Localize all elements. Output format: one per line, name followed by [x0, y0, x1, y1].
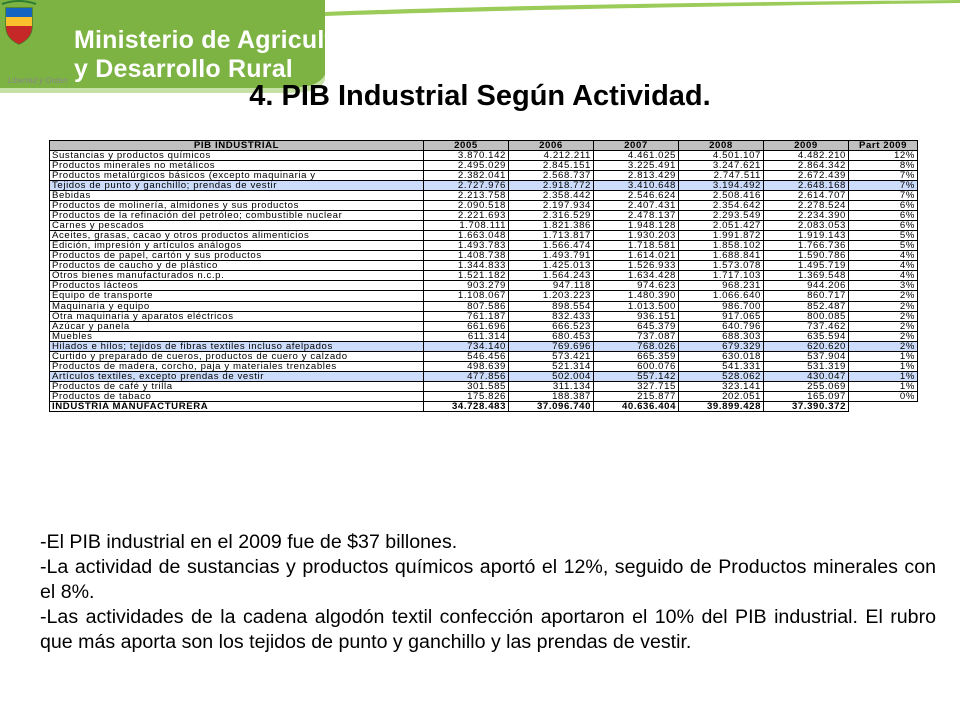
notes-section: [40, 530, 936, 655]
cell-2005: 477.856: [424, 371, 509, 381]
cell-part-2009: 2%: [849, 311, 918, 321]
cell-2009: 255.069: [764, 381, 849, 391]
cell-2007: 936.151: [594, 311, 679, 321]
cell-part-2009: 4%: [849, 261, 918, 271]
cell-2009: 944.206: [764, 281, 849, 291]
cell-activity: Artículos textiles, excepto prendas de vestir: [50, 371, 424, 381]
coat-of-arms-icon: [0, 0, 38, 46]
cell-2008: 2.051.427: [679, 221, 764, 231]
cell-2008: 2.747.511: [679, 171, 764, 181]
cell-part-2009: 7%: [849, 191, 918, 201]
cell-2008: 1.858.102: [679, 241, 764, 251]
cell-2009: 2.083.053: [764, 221, 849, 231]
cell-2007: 1.948.128: [594, 221, 679, 231]
cell-2006: 1.713.817: [509, 231, 594, 241]
cell-2009: 4.482.210: [764, 151, 849, 161]
cell-part-2009: 2%: [849, 291, 918, 301]
table-row: [50, 391, 918, 401]
table-row: [50, 291, 918, 301]
cell-2005: 2.727.976: [424, 181, 509, 191]
cell-2008: 630.018: [679, 351, 764, 361]
cell-activity: Hilados e hilos; tejidos de fibras textiles incluso afelpados: [50, 341, 424, 351]
cell-2008: 679.329: [679, 341, 764, 351]
cell-2007: 327.715: [594, 381, 679, 391]
cell-2006: 521.314: [509, 361, 594, 371]
cell-activity: Sustancias y productos químicos: [50, 151, 424, 161]
cell-part-2009: 2%: [849, 331, 918, 341]
cell-2009: 531.319: [764, 361, 849, 371]
cell-2005: 498.639: [424, 361, 509, 371]
note-textile-chain: -Las actividades de la cadena algodón textil confección aportaron el 10% del PIB industrial. El rubro que más aporta son los tejidos de punto y ganchillo y las prendas de vestir.: [40, 606, 936, 653]
cell-2005: 1.663.048: [424, 231, 509, 241]
cell-activity: Productos de la refinación del petróleo; combustible nuclear: [50, 211, 424, 221]
cell-part-2009: 2%: [849, 341, 918, 351]
cell-2007: 1.614.021: [594, 251, 679, 261]
cell-2005: 2.090.518: [424, 201, 509, 211]
col-header-2007: 2007: [594, 141, 679, 151]
cell-2008: 2.508.416: [679, 191, 764, 201]
total-cell-2007: 40.636.404: [594, 401, 679, 411]
cell-activity: Productos de papel, cartón y sus productos: [50, 251, 424, 261]
cell-activity: Curtido y preparado de cueros, productos de cuero y calzado: [50, 351, 424, 361]
cell-2005: 1.521.182: [424, 271, 509, 281]
cell-2007: 4.461.025: [594, 151, 679, 161]
cell-2005: 2.382.041: [424, 171, 509, 181]
cell-part-2009: 2%: [849, 321, 918, 331]
cell-2009: 2.672.439: [764, 171, 849, 181]
cell-part-2009: 0%: [849, 391, 918, 401]
cell-part-2009: 4%: [849, 251, 918, 261]
cell-2005: 1.108.067: [424, 291, 509, 301]
cell-2005: 1.344.833: [424, 261, 509, 271]
cell-2006: 2.568.737: [509, 171, 594, 181]
col-header-activity: PIB INDUSTRIAL: [50, 141, 424, 151]
col-header-2006: 2006: [509, 141, 594, 151]
cell-2006: 502.004: [509, 371, 594, 381]
ministry-name-line1: Ministerio de Agricultura: [74, 26, 373, 54]
total-empty-cell: [849, 401, 918, 411]
col-header-2008: 2008: [679, 141, 764, 151]
table-row: [50, 341, 918, 351]
cell-2005: 1.708.111: [424, 221, 509, 231]
cell-2008: 323.141: [679, 381, 764, 391]
cell-2007: 974.623: [594, 281, 679, 291]
table-row: [50, 211, 918, 221]
cell-2009: 1.590.786: [764, 251, 849, 261]
cell-activity: Productos metalúrgicos básicos (excepto maquinaria y: [50, 171, 424, 181]
cell-part-2009: 5%: [849, 231, 918, 241]
cell-activity: Productos de caucho y de plástico: [50, 261, 424, 271]
cell-2007: 1.526.933: [594, 261, 679, 271]
cell-2009: 2.234.390: [764, 211, 849, 221]
cell-2007: 768.026: [594, 341, 679, 351]
cell-activity: Aceites, grasas, cacao y otros productos alimenticios: [50, 231, 424, 241]
cell-part-2009: 1%: [849, 381, 918, 391]
cell-2006: 769.696: [509, 341, 594, 351]
cell-2008: 1.717.103: [679, 271, 764, 281]
cell-2006: 1.564.243: [509, 271, 594, 281]
cell-2005: 761.187: [424, 311, 509, 321]
cell-2009: 1.495.719: [764, 261, 849, 271]
cell-2006: 311.134: [509, 381, 594, 391]
total-cell-2009: 37.390.372: [764, 401, 849, 411]
cell-2008: 1.991.872: [679, 231, 764, 241]
cell-2008: 3.247.621: [679, 161, 764, 171]
table-row: [50, 301, 918, 311]
cell-2009: 737.462: [764, 321, 849, 331]
cell-2006: 1.821.386: [509, 221, 594, 231]
cell-2008: 1.573.078: [679, 261, 764, 271]
cell-2007: 2.407.431: [594, 201, 679, 211]
col-header-part-2009: Part 2009: [849, 141, 918, 151]
cell-2008: 968.231: [679, 281, 764, 291]
ministry-name-line2: y Desarrollo Rural: [74, 55, 293, 83]
cell-2008: 688.303: [679, 331, 764, 341]
cell-2007: 600.076: [594, 361, 679, 371]
cell-2009: 620.620: [764, 341, 849, 351]
total-cell-2005: 34.728.483: [424, 401, 509, 411]
table-row: [50, 171, 918, 181]
cell-2005: 734.140: [424, 341, 509, 351]
cell-2007: 665.359: [594, 351, 679, 361]
cell-part-2009: 1%: [849, 351, 918, 361]
cell-activity: Otros bienes manufacturados n.c.p.: [50, 271, 424, 281]
cell-2006: 573.421: [509, 351, 594, 361]
note-chemicals: -La actividad de sustancias y productos químicos aportó el 12%, seguido de Productos minerales con el 8%.: [40, 556, 936, 603]
cell-2009: 537.904: [764, 351, 849, 361]
ministry-name: [74, 26, 373, 84]
cell-activity: Muebles: [50, 331, 424, 341]
total-cell-2006: 37.096.740: [509, 401, 594, 411]
table-row: [50, 241, 918, 251]
cell-part-2009: 6%: [849, 211, 918, 221]
cell-2008: 1.688.841: [679, 251, 764, 261]
col-header-2005: 2005: [424, 141, 509, 151]
cell-2009: 2.614.707: [764, 191, 849, 201]
cell-2007: 1.634.428: [594, 271, 679, 281]
cell-activity: Bebidas: [50, 191, 424, 201]
cell-2008: 1.066.640: [679, 291, 764, 301]
cell-2009: 1.919.143: [764, 231, 849, 241]
table-body: [50, 151, 918, 412]
cell-2009: 852.487: [764, 301, 849, 311]
cell-2008: 4.501.107: [679, 151, 764, 161]
table-row: [50, 331, 918, 341]
cell-2007: 2.478.137: [594, 211, 679, 221]
cell-part-2009: 1%: [849, 361, 918, 371]
table-row: [50, 191, 918, 201]
table-row: [50, 231, 918, 241]
cell-2007: 3.410.648: [594, 181, 679, 191]
cell-activity: Tejidos de punto y ganchillo; prendas de vestir: [50, 181, 424, 191]
cell-2009: 2.864.342: [764, 161, 849, 171]
cell-2007: 215.877: [594, 391, 679, 401]
cell-activity: Edición, impresión y artículos análogos: [50, 241, 424, 251]
cell-2008: 2.354.642: [679, 201, 764, 211]
cell-2006: 898.554: [509, 301, 594, 311]
page-title: 4. PIB Industrial Según Actividad.: [249, 80, 711, 112]
cell-part-2009: 12%: [849, 151, 918, 161]
table-row: [50, 381, 918, 391]
cell-2008: 528.062: [679, 371, 764, 381]
cell-2006: 4.212.211: [509, 151, 594, 161]
cell-activity: Maquinaria y equipo: [50, 301, 424, 311]
cell-part-2009: 5%: [849, 241, 918, 251]
cell-2009: 800.085: [764, 311, 849, 321]
cell-2009: 2.278.524: [764, 201, 849, 211]
table-row: [50, 221, 918, 231]
cell-2006: 1.425.013: [509, 261, 594, 271]
pib-table-container: [49, 140, 918, 412]
cell-2006: 832.433: [509, 311, 594, 321]
cell-2005: 903.279: [424, 281, 509, 291]
cell-part-2009: 2%: [849, 301, 918, 311]
pib-industrial-table: [49, 140, 918, 412]
cell-2005: 3.870.142: [424, 151, 509, 161]
cell-activity: Azúcar y panela: [50, 321, 424, 331]
cell-2008: 2.293.549: [679, 211, 764, 221]
cell-part-2009: 7%: [849, 171, 918, 181]
cell-2009: 2.648.168: [764, 181, 849, 191]
table-row: [50, 371, 918, 381]
cell-2005: 1.408.738: [424, 251, 509, 261]
cell-part-2009: 1%: [849, 371, 918, 381]
cell-part-2009: 3%: [849, 281, 918, 291]
cell-2006: 1.493.791: [509, 251, 594, 261]
cell-2007: 1.718.581: [594, 241, 679, 251]
cell-2006: 2.197.934: [509, 201, 594, 211]
cell-2006: 1.566.474: [509, 241, 594, 251]
cell-2007: 1.930.203: [594, 231, 679, 241]
cell-2005: 301.585: [424, 381, 509, 391]
cell-2005: 2.221.693: [424, 211, 509, 221]
table-row: [50, 321, 918, 331]
cell-2009: 635.594: [764, 331, 849, 341]
cell-2007: 3.225.491: [594, 161, 679, 171]
cell-2007: 557.142: [594, 371, 679, 381]
cell-2008: 541.331: [679, 361, 764, 371]
cell-2008: 917.065: [679, 311, 764, 321]
table-row: [50, 151, 918, 161]
cell-activity: Carnes y pescados: [50, 221, 424, 231]
table-row: [50, 351, 918, 361]
cell-2005: 1.493.783: [424, 241, 509, 251]
cell-2005: 2.495.029: [424, 161, 509, 171]
cell-2006: 2.316.529: [509, 211, 594, 221]
col-header-2009: 2009: [764, 141, 849, 151]
cell-part-2009: 4%: [849, 271, 918, 281]
table-row: [50, 311, 918, 321]
motto-text: Libertad y Orden: [8, 76, 68, 85]
cell-activity: Productos de madera, corcho, paja y materiales trenzables: [50, 361, 424, 371]
cell-2006: 1.203.223: [509, 291, 594, 301]
cell-2006: 680.453: [509, 331, 594, 341]
cell-2007: 645.379: [594, 321, 679, 331]
table-row: [50, 281, 918, 291]
table-row: [50, 251, 918, 261]
cell-2007: 737.087: [594, 331, 679, 341]
cell-2005: 661.696: [424, 321, 509, 331]
cell-2006: 2.845.151: [509, 161, 594, 171]
cell-2008: 202.051: [679, 391, 764, 401]
cell-2006: 2.358.442: [509, 191, 594, 201]
cell-2005: 2.213.758: [424, 191, 509, 201]
cell-2005: 175.826: [424, 391, 509, 401]
cell-part-2009: 7%: [849, 181, 918, 191]
cell-2008: 640.796: [679, 321, 764, 331]
cell-activity: Productos de molinería, almidones y sus productos: [50, 201, 424, 211]
cell-part-2009: 6%: [849, 221, 918, 231]
table-row: [50, 271, 918, 281]
table-row: [50, 161, 918, 171]
cell-2007: 2.546.624: [594, 191, 679, 201]
table-row: [50, 181, 918, 191]
cell-2008: 986.700: [679, 301, 764, 311]
cell-2006: 666.523: [509, 321, 594, 331]
cell-2008: 3.194.492: [679, 181, 764, 191]
cell-activity: Productos minerales no metálicos: [50, 161, 424, 171]
cell-2006: 947.118: [509, 281, 594, 291]
cell-2009: 165.097: [764, 391, 849, 401]
cell-2009: 860.717: [764, 291, 849, 301]
cell-part-2009: 8%: [849, 161, 918, 171]
cell-2006: 2.918.772: [509, 181, 594, 191]
table-row: [50, 261, 918, 271]
cell-2006: 188.387: [509, 391, 594, 401]
cell-part-2009: 6%: [849, 201, 918, 211]
cell-activity: Productos de tabaco: [50, 391, 424, 401]
cell-2007: 2.813.429: [594, 171, 679, 181]
table-row: [50, 361, 918, 371]
cell-activity: Equipo de transporte: [50, 291, 424, 301]
cell-activity: Otra maquinaria y aparatos eléctricos: [50, 311, 424, 321]
cell-activity: Productos lácteos: [50, 281, 424, 291]
cell-2009: 1.369.548: [764, 271, 849, 281]
cell-activity: Productos de café y trilla: [50, 381, 424, 391]
cell-2007: 1.013.500: [594, 301, 679, 311]
cell-2005: 611.314: [424, 331, 509, 341]
cell-2005: 546.456: [424, 351, 509, 361]
total-cell-activity: INDUSTRIA MANUFACTURERA: [50, 401, 424, 411]
cell-2009: 430.047: [764, 371, 849, 381]
table-total-row: [50, 401, 918, 411]
note-total-pib: -El PIB industrial en el 2009 fue de $37 billones.: [40, 531, 458, 553]
total-cell-2008: 39.899.428: [679, 401, 764, 411]
table-row: [50, 201, 918, 211]
table-header-row: [50, 141, 918, 151]
cell-2005: 807.586: [424, 301, 509, 311]
cell-2007: 1.480.390: [594, 291, 679, 301]
cell-2009: 1.766.736: [764, 241, 849, 251]
